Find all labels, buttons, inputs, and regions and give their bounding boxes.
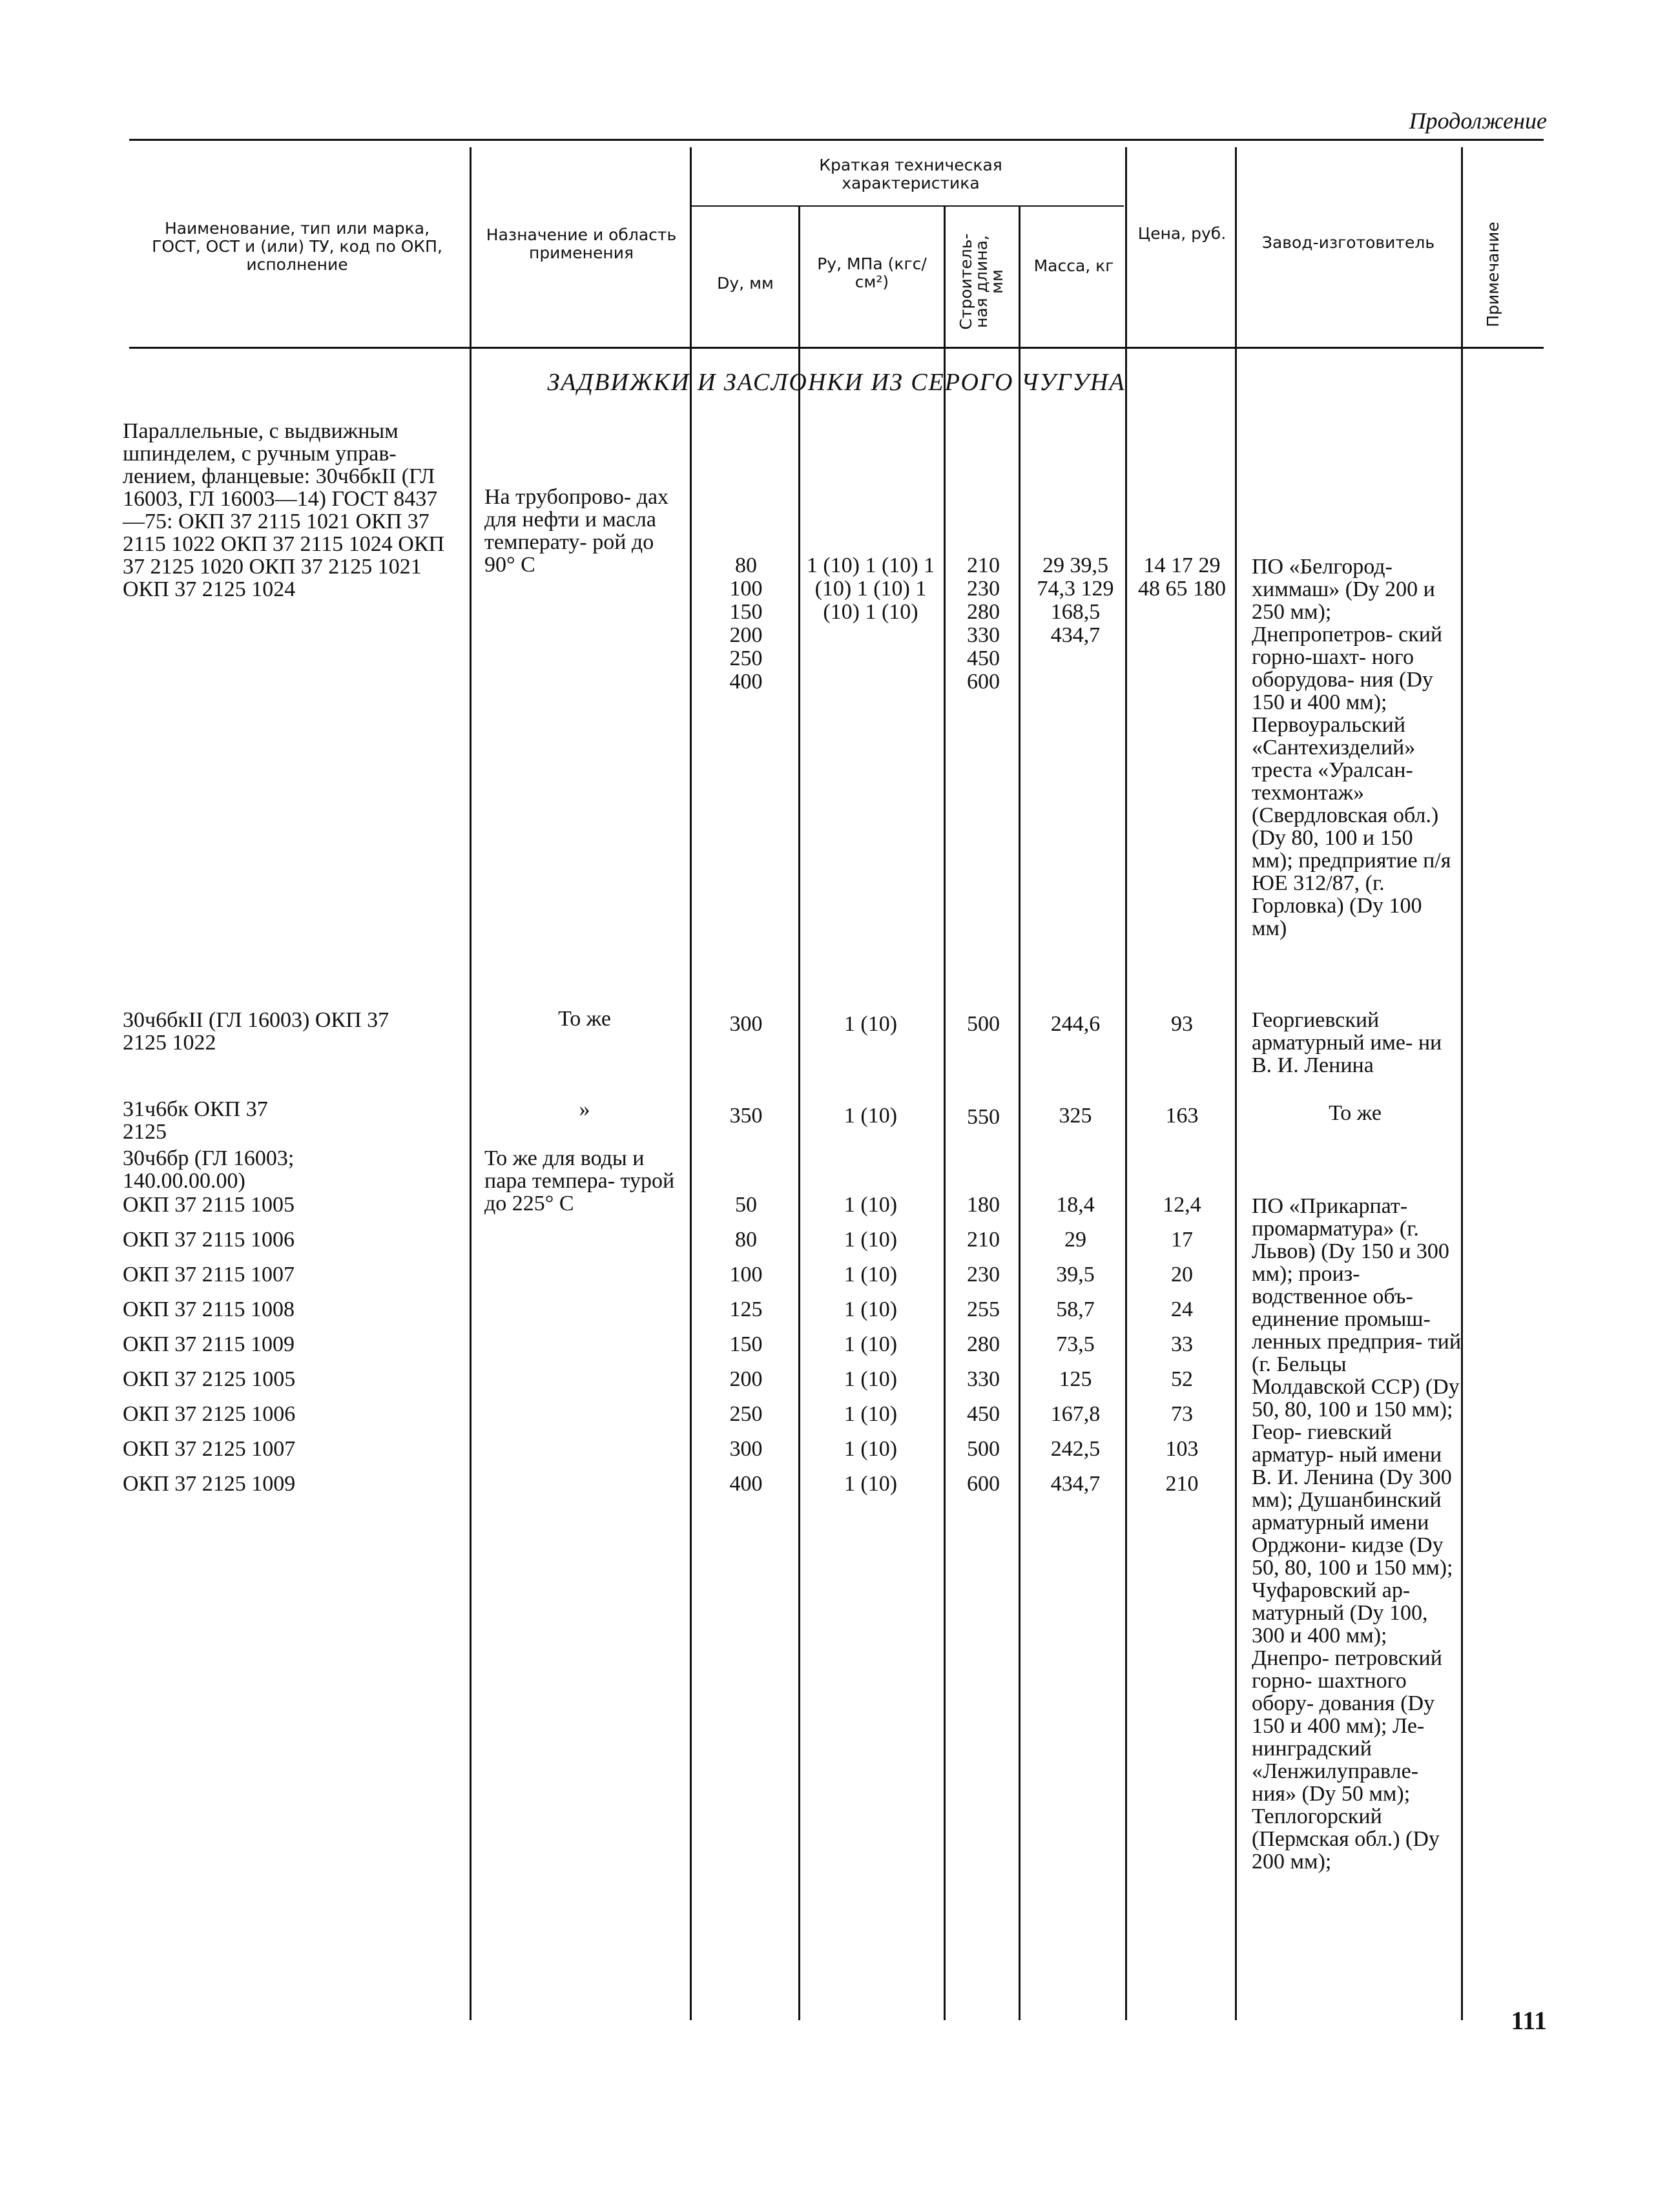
group4-dy: 150 xyxy=(729,1332,763,1356)
group4-mass: 39,5 xyxy=(1056,1263,1095,1287)
group4-dy: 300 xyxy=(729,1437,763,1461)
group4-mass: 18,4 xyxy=(1056,1193,1095,1217)
group4-py: 1 (10) xyxy=(844,1402,898,1426)
header-tech-group: Краткая техническая характеристика xyxy=(819,156,1002,192)
header-py: Pу, МПа (кгс/см²) xyxy=(817,254,927,291)
group4-py: 1 (10) xyxy=(844,1332,898,1356)
group4-py: 1 (10) xyxy=(844,1437,898,1461)
group3-purpose: » xyxy=(579,1097,590,1121)
tech-subheader-rule xyxy=(690,205,1124,207)
page-number: 111 xyxy=(1511,2006,1547,2035)
group4-price: 210 xyxy=(1165,1472,1199,1496)
group4-mass: 73,5 xyxy=(1056,1332,1095,1356)
group3-mass: 325 xyxy=(1059,1104,1092,1128)
group2-name: 30ч6бкII (ГЛ 16003) ОКП 37 2125 1022 xyxy=(123,1008,389,1055)
group4-code: ОКП 37 2125 1007 xyxy=(123,1437,296,1461)
header-price: Цена, руб. xyxy=(1137,224,1227,243)
group2-purpose: То же xyxy=(558,1007,611,1031)
group4-mass: 58,7 xyxy=(1056,1297,1095,1321)
group4-mass: 167,8 xyxy=(1050,1402,1101,1426)
group4-dy: 80 xyxy=(735,1228,757,1252)
group4-py: 1 (10) xyxy=(844,1228,898,1252)
group4-price: 52 xyxy=(1171,1367,1193,1391)
group3-py: 1 (10) xyxy=(844,1104,898,1128)
group4-code: ОКП 37 2115 1009 xyxy=(123,1332,295,1356)
group4-py: 1 (10) xyxy=(844,1263,898,1287)
group4-code: ОКП 37 2125 1006 xyxy=(123,1402,296,1426)
header-dy: Dу, мм xyxy=(717,274,774,293)
col-divider-3 xyxy=(798,207,800,2020)
group2-price: 93 xyxy=(1171,1012,1193,1036)
group4-py: 1 (10) xyxy=(844,1367,898,1391)
group4-code: ОКП 37 2115 1006 xyxy=(123,1228,295,1252)
group4-price: 20 xyxy=(1171,1263,1193,1287)
group2-length: 500 xyxy=(967,1012,1000,1036)
group4-length: 600 xyxy=(967,1472,1000,1496)
col-divider-5 xyxy=(1019,207,1020,2020)
group1-purpose: На трубопрово- дах для нефти и масла температу- рой до 90° С xyxy=(484,485,669,577)
group4-code: ОКП 37 2125 1009 xyxy=(123,1472,296,1496)
group4-length: 255 xyxy=(967,1297,1000,1321)
group1-name: Параллельные, с выдвижным шпинделем, с ручным управ- лением, фланцевые: 30ч6бкII (ГЛ 16003, ГЛ 16003—14) ГОСТ 8437—75: ОКП 37 2115 1021 ОКП 37 2115 1022 ОКП 37 2115 1024 ОКП 37 2125 1020 ОКП 37 2125 1021 ОКП 37 2125 1024 xyxy=(123,419,445,601)
group4-code: ОКП 37 2125 1005 xyxy=(123,1367,296,1391)
header-mass: Масса, кг xyxy=(1033,256,1114,275)
group1-mass: 29 39,5 74,3 129 168,5 434,7 xyxy=(1037,553,1114,647)
group4-length: 230 xyxy=(967,1263,1000,1287)
group3-name: 31ч6бк ОКП 37 2125 xyxy=(123,1097,268,1144)
group4-mass: 125 xyxy=(1059,1367,1092,1391)
group4-dy: 400 xyxy=(729,1472,763,1496)
group3-maker: То же xyxy=(1329,1101,1382,1125)
group1-maker: ПО «Белгород- химмаш» (Dу 200 и 250 мм); Днепропетров- ский горно-шахт- ного оборудова- ния (Dу 150 и 400 мм); Первоуральский «Сантехизделий» треста «Уралсан- техмонтаж» (Свердловская обл.) (Dу 80, 100 и 150 мм); предприятие п/я ЮЕ 312/87, (г. Горловка) (Dу 100 мм) xyxy=(1252,555,1451,940)
group4-mass: 434,7 xyxy=(1050,1472,1101,1496)
group4-dy: 200 xyxy=(729,1367,763,1391)
group4-dy: 250 xyxy=(729,1402,763,1426)
group4-dy: 100 xyxy=(729,1263,763,1287)
col-divider-6 xyxy=(1125,147,1127,2020)
group4-length: 330 xyxy=(967,1367,1000,1391)
group4-price: 24 xyxy=(1171,1297,1193,1321)
section-title: ЗАДВИЖКИ И ЗАСЛОНКИ ИЗ СЕРОГО ЧУГУНА xyxy=(547,369,1126,396)
header-note: Примечание xyxy=(1484,222,1502,327)
group4-length: 180 xyxy=(967,1193,1000,1217)
group4-name-head: 30ч6бр (ГЛ 16003; 140.00.00.00) xyxy=(123,1146,295,1193)
table-top-rule xyxy=(129,139,1544,141)
group4-dy: 50 xyxy=(735,1193,757,1217)
group4-price: 103 xyxy=(1165,1437,1199,1461)
group4-purpose: То же для воды и пара темпера- турой до 225° С xyxy=(484,1146,675,1215)
group2-dy: 300 xyxy=(729,1012,763,1036)
group4-length: 210 xyxy=(967,1228,1000,1252)
group4-price: 73 xyxy=(1171,1402,1193,1426)
header-length: Строитель- ная длина, мм xyxy=(957,233,1006,330)
continuation-label: Продолжение xyxy=(1409,108,1547,134)
group4-length: 280 xyxy=(967,1332,1000,1356)
group1-dy: 80 100 150 200 250 400 xyxy=(729,553,763,694)
group4-py: 1 (10) xyxy=(844,1472,898,1496)
group4-mass: 242,5 xyxy=(1050,1437,1101,1461)
group4-mass: 29 xyxy=(1064,1228,1086,1252)
group4-price: 12,4 xyxy=(1163,1193,1201,1217)
group3-dy: 350 xyxy=(729,1104,763,1128)
group4-price: 17 xyxy=(1171,1228,1193,1252)
group4-length: 450 xyxy=(967,1402,1000,1426)
group1-price: 14 17 29 48 65 180 xyxy=(1138,553,1226,601)
group4-dy: 125 xyxy=(729,1297,763,1321)
header-name: Наименование, тип или марка, ГОСТ, ОСТ и (или) ТУ, код по ОКП, исполнение xyxy=(152,219,442,274)
group4-price: 33 xyxy=(1171,1332,1193,1356)
header-maker: Завод-изготовитель xyxy=(1261,233,1435,252)
col-divider-1 xyxy=(470,147,471,2020)
group4-py: 1 (10) xyxy=(844,1193,898,1217)
group2-maker: Георгиевский арматурный име- ни В. И. Ленина xyxy=(1252,1008,1442,1077)
group4-maker: ПО «Прикарпат- промарматура» (г. Львов) (Dу 150 и 300 мм); произ- водственное объ- единение промыш- ленных предприя- тий (г. Бельцы Молдавской ССР) (Dу 50, 80, 100 и 150 мм); Геор- гиевский арматур- ный имени В. И. Ленина (Dу 300 мм); Душанбинский арматурный имени Орджони- кидзе (Dу 50, 80, 100 и 150 мм); Чуфаровский ар- матурный (Dу 100, 300 и 400 мм); Днепро- петровский горно- шахтного обору- дования (Dу 150 и 400 мм); Ле- нинградский «Ленжилуправле- ния» (Dу 50 мм); Теплогорский (Пермская обл.) (Dу 200 мм); xyxy=(1252,1194,1462,1874)
group4-length: 500 xyxy=(967,1437,1000,1461)
group4-code: ОКП 37 2115 1007 xyxy=(123,1263,295,1287)
header-purpose: Назначение и область применения xyxy=(486,225,677,262)
group1-py: 1 (10) 1 (10) 1 (10) 1 (10) 1 (10) 1 (10) xyxy=(806,553,935,624)
group3-price: 163 xyxy=(1165,1104,1199,1128)
group3-length: 550 xyxy=(967,1105,1000,1129)
col-divider-7 xyxy=(1235,147,1237,2020)
group1-length: 210 230 280 330 450 600 xyxy=(967,553,1000,694)
group4-code: ОКП 37 2115 1008 xyxy=(123,1297,295,1321)
group4-code: ОКП 37 2115 1005 xyxy=(123,1193,295,1217)
col-divider-2 xyxy=(690,147,692,2020)
group2-mass: 244,6 xyxy=(1050,1012,1101,1036)
group4-py: 1 (10) xyxy=(844,1297,898,1321)
group2-py: 1 (10) xyxy=(844,1012,898,1036)
col-divider-4 xyxy=(944,207,946,2020)
header-bottom-rule xyxy=(129,347,1544,349)
